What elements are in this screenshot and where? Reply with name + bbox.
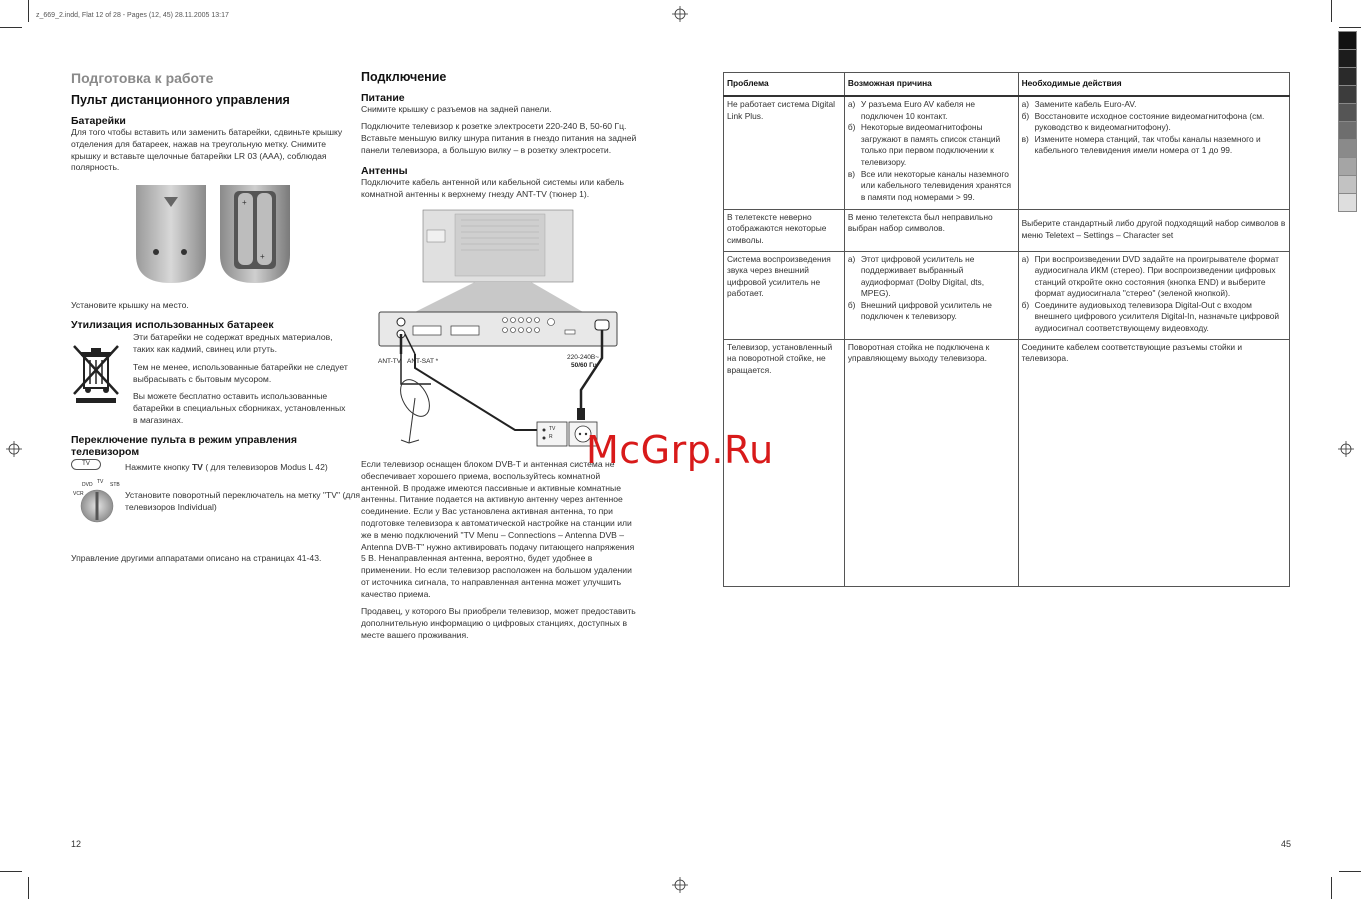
list-text: Соедините аудиовыход телевизора Digital-Out с входом внешнего цифрового усилителя Digital-In, назначьте цифровой аудиосигнал соответствующему видеовходу. — [1034, 299, 1280, 334]
list-marker: б) — [847, 299, 856, 310]
list-item — [848, 212, 1015, 235]
list-text: Внешний цифровой усилитель не подключен к телевизору. — [860, 299, 992, 322]
antenna-p1: Подключите кабель антенной или кабельной системы или кабель комнатной антенны к верхнему гнезду ANT-TV (тюнер 1). — [361, 177, 625, 199]
list-item — [848, 169, 1015, 204]
dvbt-text: Если телевизор оснащен блоком DVB-T и антенная система не обеспечивает хорошего приема, воспользуйтесь комнатной антенной. В продаже имеются пассивные и активные комнатные антенны. Питание подается на активную антенну через антенное соединение. Если у Вас установлена активная антенна, то при подготовке телевизора к автоматической настройке на станции или же в меню подключений "TV Menu – Connections – Antenna DVB – Antenna DVB-T" нужно активировать подачу питающего напряжения 5 В. Ненаправленная антенна, вероятно, будет удобнее в применении. Но если телевизор расположен на большом удалении от источника сигнала, то направленная антенна может улучшить качество приема. — [361, 459, 635, 599]
problem-cell: Система воспроизведения звука через внешний цифровой усилитель не работает. — [724, 251, 845, 339]
cause-cell — [844, 209, 1018, 251]
dealer-text: Продавец, у которого Вы приобрели телевизор, может предоставить дополнительную информацию о цифровых станциях, доступных в месте вашего проживания. — [361, 606, 636, 640]
antenna-heading: Антенны — [361, 165, 408, 177]
power-p1: Снимите крышку с разъемов на задней панели. — [361, 104, 552, 114]
connection-diagram — [375, 208, 623, 453]
greyscale-swatch — [1338, 85, 1357, 104]
list-marker: а) — [847, 99, 856, 109]
list-marker: а) — [1021, 99, 1030, 109]
list-text: Все или некоторые каналы наземного или кабельного телевидения хранятся в памяти под номерами > 99. — [860, 168, 1012, 202]
list-marker: в) — [1021, 133, 1029, 144]
list-item — [848, 99, 1015, 122]
crop-mark — [0, 871, 22, 872]
list-item — [1022, 254, 1286, 300]
action-cell — [1018, 209, 1289, 251]
label-socket-r: R — [549, 434, 553, 440]
tv-instruction-suffix: ( для телевизоров Modus L 42) — [205, 462, 328, 472]
power-heading: Питание — [361, 92, 405, 104]
registration-mark-icon — [672, 877, 688, 893]
table-header-row — [724, 73, 1290, 97]
registration-mark-icon — [1338, 441, 1354, 457]
list-text: Восстановите исходное состояние видеомагнитофона (см. руководство к видеомагнитофону). — [1034, 110, 1265, 133]
cause-cell — [844, 251, 1018, 339]
cover-text: Установите крышку на место. — [71, 300, 189, 310]
list-item — [848, 300, 1015, 323]
list-item — [848, 122, 1015, 168]
crop-mark — [28, 877, 29, 899]
power-p2: Подключите телевизор к розетке электросети 220-240 В, 50-60 Гц. Вставьте меньшую вилку шнура питания в гнездо питания на задней панели телевизора, а большую вилку – в розетку электросети. — [361, 121, 637, 155]
list-item — [848, 342, 1015, 365]
remote-heading: Пульт дистанционного управления — [71, 93, 290, 107]
header-problem: Проблема — [724, 73, 845, 97]
other-devices-text: Управление другими аппаратами описано на страницах 41-43. — [71, 553, 322, 563]
greyscale-swatch — [1338, 67, 1357, 86]
crossed-bin-icon — [70, 342, 122, 404]
crop-mark — [1339, 27, 1361, 28]
tv-button: TV — [71, 459, 101, 470]
cause-cell — [844, 96, 1018, 209]
page-number-right: 45 — [1281, 839, 1292, 849]
problem-cell: В телетексте неверно отображаются некоторые символы. — [724, 209, 845, 251]
table-row — [724, 339, 1290, 587]
dial-label-stb: STB — [110, 482, 120, 488]
disposal-p1: Эти батарейки не содержат вредных материалов, таких как кадмий, свинец или ртуть. — [133, 332, 333, 354]
greyscale-swatch — [1338, 49, 1357, 68]
svg-text:+: + — [242, 198, 247, 207]
greyscale-swatch — [1338, 103, 1357, 122]
tv-instruction-key: TV — [191, 462, 203, 472]
problem-cell: Телевизор, установленный на поворотной стойке, не вращается. — [724, 339, 845, 587]
connection-title: Подключение — [361, 70, 447, 84]
list-item — [1022, 111, 1286, 134]
switch-heading: Переключение пульта в режим управления телевизором — [71, 434, 298, 458]
list-marker: б) — [847, 122, 856, 133]
list-text: Некоторые видеомагнитофоны загружают в память список станций только при первом подключении к телевизору. — [860, 122, 1001, 167]
list-text: Соедините кабелем соответствующие разъемы стойки и телевизора. — [1021, 341, 1243, 364]
list-item — [1022, 134, 1286, 157]
action-cell — [1018, 339, 1289, 587]
problem-cell: Не работает система Digital Link Plus. — [724, 96, 845, 209]
list-item — [1022, 99, 1286, 111]
list-marker: а) — [1021, 253, 1030, 264]
list-text: Этот цифровой усилитель не поддерживает выбранный аудиоформат (Dolby Digital, dts, MPEG). — [860, 253, 985, 299]
batteries-heading: Батарейки — [71, 115, 126, 127]
label-ant-sat: ANT-SAT * — [407, 358, 439, 365]
list-item — [848, 254, 1015, 300]
rotary-dial-illustration — [70, 478, 125, 524]
list-text: Выберите стандартный либо другой подходящий набор символов в меню Teletext – Settings – Character set — [1021, 218, 1286, 240]
list-item — [1022, 300, 1286, 335]
action-cell — [1018, 251, 1289, 339]
header-cause: Возможная причина — [844, 73, 1018, 97]
crop-mark — [1339, 871, 1361, 872]
label-ant-tv: ANT-TV — [378, 358, 402, 365]
crop-mark — [1331, 0, 1332, 22]
svg-text:+: + — [260, 252, 265, 261]
list-text: У разъема Euro AV кабеля не подключен 10 контакт. — [860, 99, 976, 121]
remote-battery-illustration — [134, 185, 292, 285]
tv-instruction — [125, 462, 328, 474]
list-item — [1022, 218, 1286, 241]
table-row — [724, 209, 1290, 251]
greyscale-swatch — [1338, 139, 1357, 158]
action-cell — [1018, 96, 1289, 209]
table-row — [724, 96, 1290, 209]
greyscale-bar — [1338, 31, 1357, 213]
disposal-heading: Утилизация использованных батареек — [71, 319, 274, 331]
list-marker: б) — [1021, 299, 1030, 310]
list-text: Замените кабель Euro-AV. — [1034, 99, 1137, 109]
list-text: В меню телетекста был неправильно выбран набор символов. — [847, 211, 993, 234]
greyscale-swatch — [1338, 157, 1357, 176]
dial-label-dvd: DVD — [82, 482, 93, 488]
section-title: Подготовка к работе — [71, 70, 214, 86]
tv-instruction-prefix: Нажмите кнопку — [125, 462, 190, 472]
label-socket-tv: TV — [549, 426, 556, 432]
cause-cell — [844, 339, 1018, 587]
registration-mark-icon — [6, 441, 22, 457]
label-frequency: 50/60 Гц — [571, 362, 597, 369]
header-action: Необходимые действия — [1018, 73, 1289, 97]
crop-mark — [28, 0, 29, 22]
dial-label-vcr: VCR — [73, 491, 84, 497]
list-marker: в) — [847, 168, 856, 179]
greyscale-swatch — [1338, 31, 1357, 50]
file-info: z_669_2.indd, Flat 12 of 28 - Pages (12, 45) 28.11.2005 13:17 — [36, 12, 229, 19]
list-text: При воспроизведении DVD задайте на проигрывателе формат аудиосигнала ИКМ (стерео). При воспроизведении цифровых станций откройте окно состояния (кнопка END) и выберите формат аудиосигнала "стерео" (зеленой кнопкой). — [1034, 253, 1279, 299]
page-number-left: 12 — [71, 839, 82, 849]
crop-mark — [0, 27, 22, 28]
disposal-p3: Вы можете бесплатно оставить использованные батарейки в специальных сборниках, установленных в магазинах. — [133, 391, 346, 425]
list-marker: а) — [847, 253, 856, 264]
disposal-p2: Тем не менее, использованные батарейки не следует выбрасывать с бытовым мусором. — [133, 362, 348, 384]
dial-label-tv: TV — [97, 479, 104, 485]
batteries-text: Для того чтобы вставить или заменить батарейки, сдвиньте крышку отделения для батареек, нажав на треугольную метку. Снимите крышку и вставьте щелочные батарейки LR 03 (AAA), соблюдая полярность. — [71, 127, 343, 173]
list-marker: б) — [1021, 110, 1030, 121]
crop-mark — [1331, 877, 1332, 899]
list-item — [1022, 342, 1286, 365]
troubleshooting-table — [723, 72, 1290, 587]
table-row — [724, 251, 1290, 339]
list-text: Измените номера станций, так чтобы каналы наземного и кабельного телевидения имели номера от 1 до 99. — [1034, 133, 1261, 156]
dial-instruction: Установите поворотный переключатель на метку "TV" (для телевизоров Individual) — [125, 490, 361, 512]
watermark: McGrp.Ru — [586, 428, 774, 472]
list-text: Поворотная стойка не подключена к управляющему выходу телевизора. — [847, 341, 990, 364]
label-voltage: 220-240В~ — [567, 354, 599, 361]
greyscale-swatch — [1338, 193, 1357, 212]
greyscale-swatch — [1338, 175, 1357, 194]
registration-mark-icon — [672, 6, 688, 22]
greyscale-swatch — [1338, 121, 1357, 140]
